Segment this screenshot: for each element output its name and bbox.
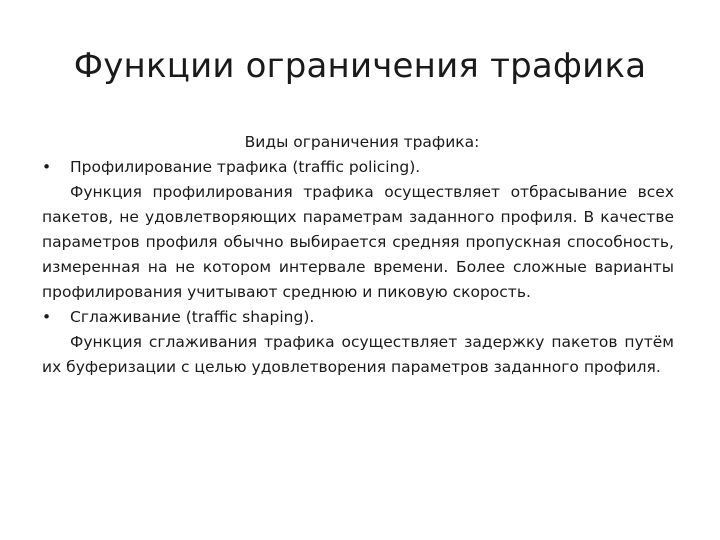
- bullet-heading-policing: Профилирование трафика (traffic policing).: [70, 158, 421, 176]
- bullet-icon: •: [42, 308, 52, 326]
- bullet-heading-shaping: Сглаживание (traffic shaping).: [70, 308, 315, 326]
- paragraph-policing: Функция профилирования трафика осуществляет отбрасывание всех пакетов, не удовлетворяющих параметрам заданного профиля. В качестве параметров профиля обычно выбирается средняя пропускная способность, измеренная на не котором интервале времени. Более сложные варианты профилирования учитывают среднюю и пиковую скорость.: [42, 183, 674, 301]
- bullet-icon: •: [42, 158, 52, 176]
- bullet-item-policing: [42, 155, 674, 180]
- slide-body: [42, 130, 674, 380]
- bullet-item-shaping: [42, 305, 674, 330]
- slide-title: Функции ограничения трафика: [73, 46, 647, 86]
- subtitle: Виды ограничения трафика:: [244, 133, 480, 151]
- paragraph-shaping: Функция сглаживания трафика осуществляет задержку пакетов путём их буферизации с целью удовлетворения параметров заданного профиля.: [42, 333, 674, 376]
